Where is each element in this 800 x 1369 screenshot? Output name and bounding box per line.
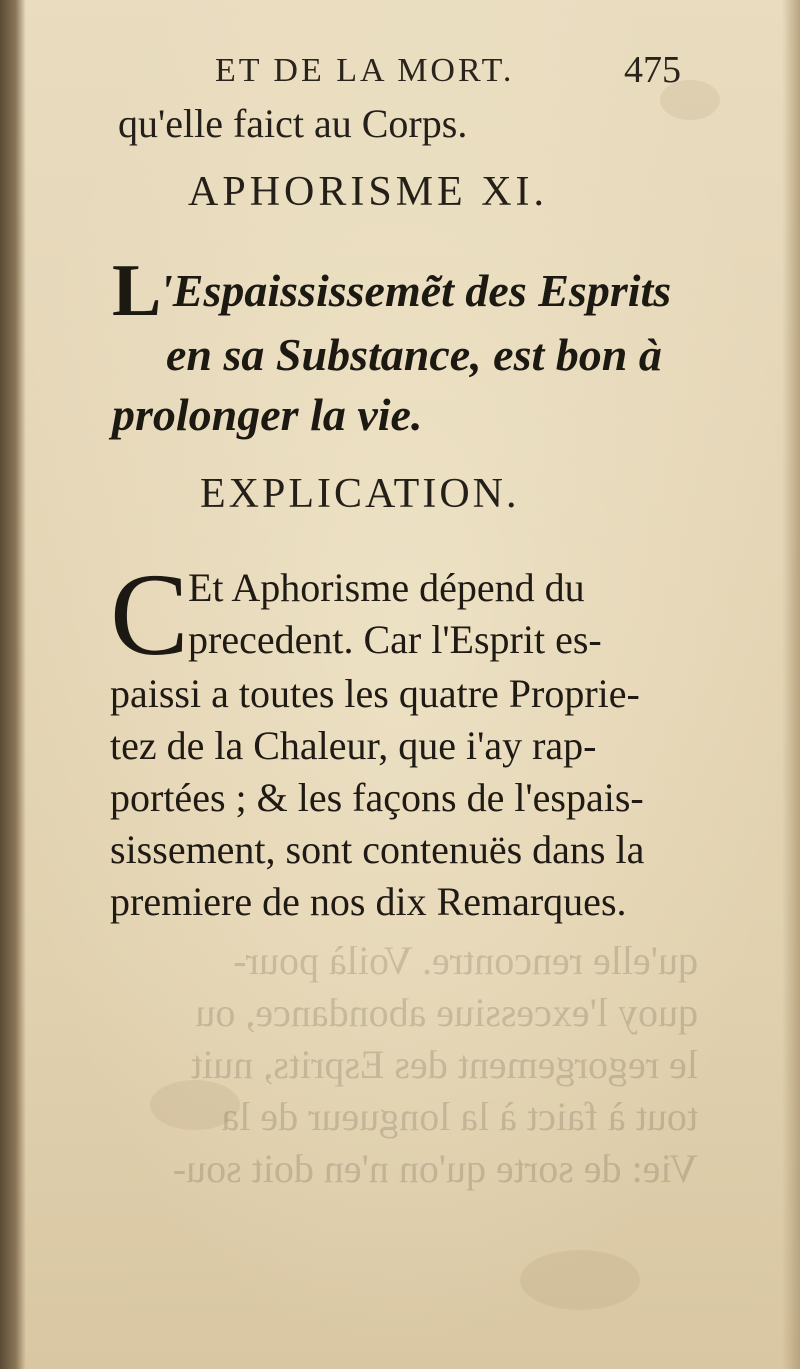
body-line: premiere de nos dix Remarques. <box>110 879 627 924</box>
explication-heading: EXPLICATION. <box>200 471 520 517</box>
aphorism-line: prolonger la vie. <box>112 389 423 440</box>
bleed-line: quoy l'excessiue abondance, ou <box>195 990 698 1035</box>
bleed-line: le regorgement des Esprits, nuit <box>191 1042 698 1087</box>
body-line: tez de la Chaleur, que i'ay rap- <box>110 723 597 768</box>
bleed-line: tout à faict à la longueur de la <box>221 1094 698 1139</box>
body-line: precedent. Car l'Esprit es- <box>188 617 602 662</box>
drop-cap: C <box>110 549 189 680</box>
body-line: sissement, sont contenuës dans la <box>110 827 645 872</box>
body-line: portées ; & les façons de l'espais- <box>110 775 644 820</box>
body-line: Et Aphorisme dépend du <box>188 565 585 610</box>
running-head: ET DE LA MORT. <box>215 52 515 89</box>
aphorism-heading: APHORISME XI. <box>188 169 549 215</box>
page-number: 475 <box>624 49 681 91</box>
stain-mark <box>520 1250 640 1310</box>
aphorism-line: en sa Substance, est bon à <box>166 329 662 380</box>
bleed-line: qu'elle rencontre. Voilà pour- <box>233 938 698 983</box>
bleed-line: Vie: de sorte qu'on n'en doit sou- <box>172 1146 698 1191</box>
aphorism-line: 'Espaississemẽt des Esprits <box>160 265 672 316</box>
body-line: paissi a toutes les quatre Proprie- <box>110 671 640 716</box>
carry-over-line: qu'elle faict au Corps. <box>118 101 468 146</box>
aphorism-drop-letter: L <box>112 250 162 332</box>
bleed-through-text <box>118 935 698 1195</box>
